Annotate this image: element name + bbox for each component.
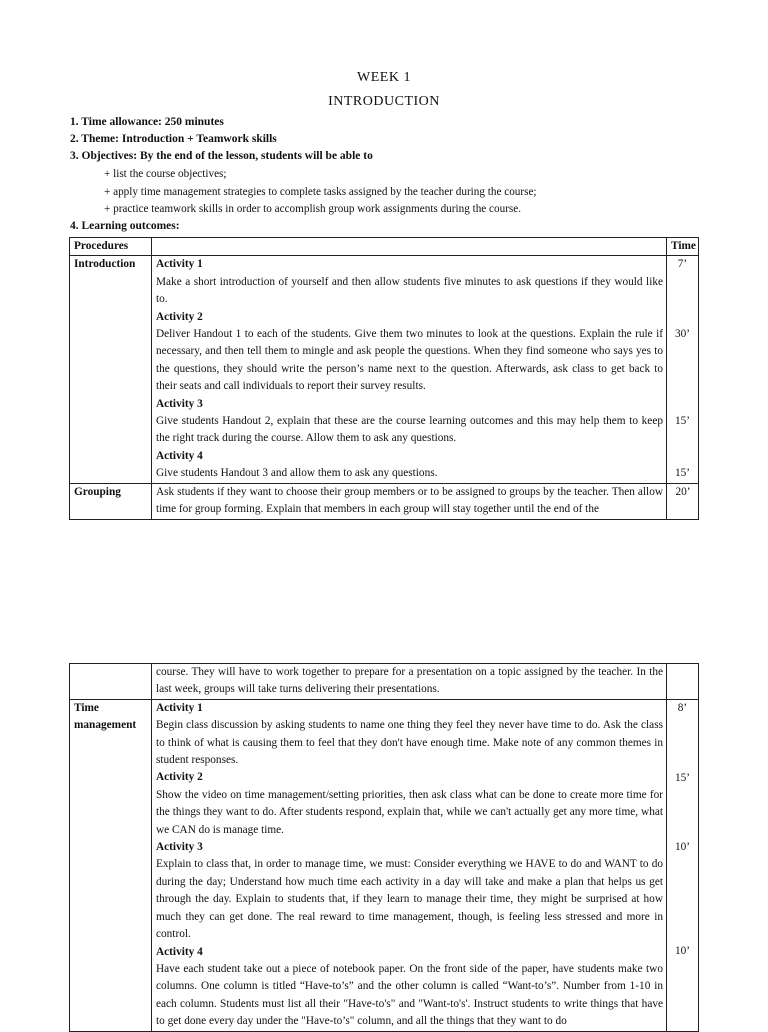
objectives-heading: 3. Objectives: By the end of the lesson, students will be able to bbox=[70, 150, 373, 162]
activity-text: Explain to class that, in order to manage time, we must: Consider everything we HAVE to do and WANT to do during the day; Understand how much time each activity in a day will take and make a plan that helps us get through the day. Explain to students that, if they learn to manage their time, they might be surprised at how much they can get done. The real reward to time management, though, is feeling less stressed and more in control. bbox=[156, 858, 663, 941]
content-header bbox=[152, 238, 667, 256]
activity-time: 15’ bbox=[674, 415, 691, 428]
procedure-label-grouping: Grouping bbox=[70, 483, 152, 519]
activity-title: Activity 3 bbox=[156, 397, 203, 410]
empty-time-cell bbox=[667, 664, 699, 700]
activity-time: 15’ bbox=[674, 771, 691, 784]
procedures-table bbox=[69, 237, 699, 520]
activity-time: 7’ bbox=[677, 258, 688, 271]
grouping-text-content: Ask students if they want to choose their group members or to be assigned to groups by the teacher. Then allow time for group forming. Explain that members in each group will stay together until the end of the bbox=[156, 485, 663, 516]
table-row bbox=[70, 699, 699, 1031]
activity-time: 8’ bbox=[677, 701, 688, 714]
learning-outcomes-heading: 4. Learning outcomes: bbox=[70, 220, 180, 232]
objective-item: + practice teamwork skills in order to accomplish group work assignments during the course. bbox=[104, 203, 522, 215]
activity-time: 10’ bbox=[674, 840, 691, 853]
activity-title: Activity 4 bbox=[156, 945, 203, 958]
activity-text: Give students Handout 2, explain that these are the course learning outcomes and this may help them to keep the right track during the course. Allow them to ask any questions. bbox=[156, 415, 663, 445]
week-title: WEEK 1 bbox=[357, 70, 411, 85]
introduction-activities bbox=[152, 256, 667, 483]
time-allowance-heading: 1. Time allowance: 250 minutes bbox=[70, 116, 224, 128]
label-line: management bbox=[74, 719, 137, 732]
procedures-table-continued bbox=[69, 663, 699, 1032]
activity-text: Show the video on time management/setting priorities, then ask class what can be done to create more time for the things they want to do. After students respond, explain that, while we can't actually get any more time, what we CAN do is manage time. bbox=[156, 788, 663, 836]
activity-title: Activity 3 bbox=[156, 841, 203, 854]
time-management-activities bbox=[152, 699, 667, 1031]
grouping-text-continued: course. They will have to work together to prepare for a presentation on a topic assigned by the teacher. In the last week, groups will take turns delivering their presentations. bbox=[152, 664, 667, 700]
activity-time: 15’ bbox=[674, 467, 691, 480]
section-title: INTRODUCTION bbox=[328, 94, 440, 109]
procedures-header: Procedures bbox=[70, 238, 152, 256]
activity-text: Have each student take out a piece of notebook paper. On the front side of the paper, have students make two columns. One column is titled “Have-to’s” and the other column is called “Want-to’s”. Number from 1-10 in each column. Students must list all their "Have-to's" and "Want-to's'. Instruct students to write things that have to get done every day under the "Have-to’s" column, and all the things that they want to do bbox=[156, 962, 663, 1028]
empty-label-cell bbox=[70, 664, 152, 700]
activity-text: Begin class discussion by asking students to name one thing they feel they never have time to do. Ask the class to think of what is causing them to feel that they don't have enough time. Make note of any common themes in student responses. bbox=[156, 719, 663, 767]
grouping-text bbox=[152, 483, 667, 519]
grouping-time: 20’ bbox=[667, 483, 699, 519]
time-header: Time bbox=[667, 238, 699, 256]
table-row bbox=[70, 256, 699, 483]
activity-time: 30’ bbox=[674, 328, 691, 341]
activity-title: Activity 2 bbox=[156, 771, 203, 784]
table-row bbox=[70, 664, 699, 700]
time-management-times bbox=[667, 699, 699, 1031]
activity-title: Activity 4 bbox=[156, 449, 203, 462]
activity-text: Make a short introduction of yourself and then allow students five minutes to ask questions if they would like to. bbox=[156, 275, 663, 306]
table-header-row bbox=[70, 238, 699, 256]
activity-title: Activity 2 bbox=[156, 310, 203, 323]
activity-time: 10’ bbox=[674, 944, 691, 957]
objective-item: + apply time management strategies to complete tasks assigned by the teacher during the course; bbox=[104, 186, 537, 198]
objective-item: + list the course objectives; bbox=[104, 168, 227, 180]
theme-heading: 2. Theme: Introduction + Teamwork skills bbox=[70, 133, 277, 145]
activity-text: Give students Handout 3 and allow them to ask any questions. bbox=[156, 467, 438, 480]
introduction-times bbox=[667, 256, 699, 483]
label-line: Time bbox=[74, 701, 99, 714]
procedure-label-introduction: Introduction bbox=[70, 256, 152, 483]
activity-title: Activity 1 bbox=[156, 258, 203, 271]
procedure-label-time-management bbox=[70, 699, 152, 1031]
table-row bbox=[70, 483, 699, 519]
activity-title: Activity 1 bbox=[156, 701, 203, 714]
activity-text: Deliver Handout 1 to each of the students. Give them two minutes to look at the questions. Explain the rule if necessary, and then tell them to mingle and ask people the questions. When they find someone who says yes to the questions, they should write the person’s name next to the question. Afterwards, ask class to get back to their seats and call individuals to report their survey results. bbox=[156, 328, 663, 393]
